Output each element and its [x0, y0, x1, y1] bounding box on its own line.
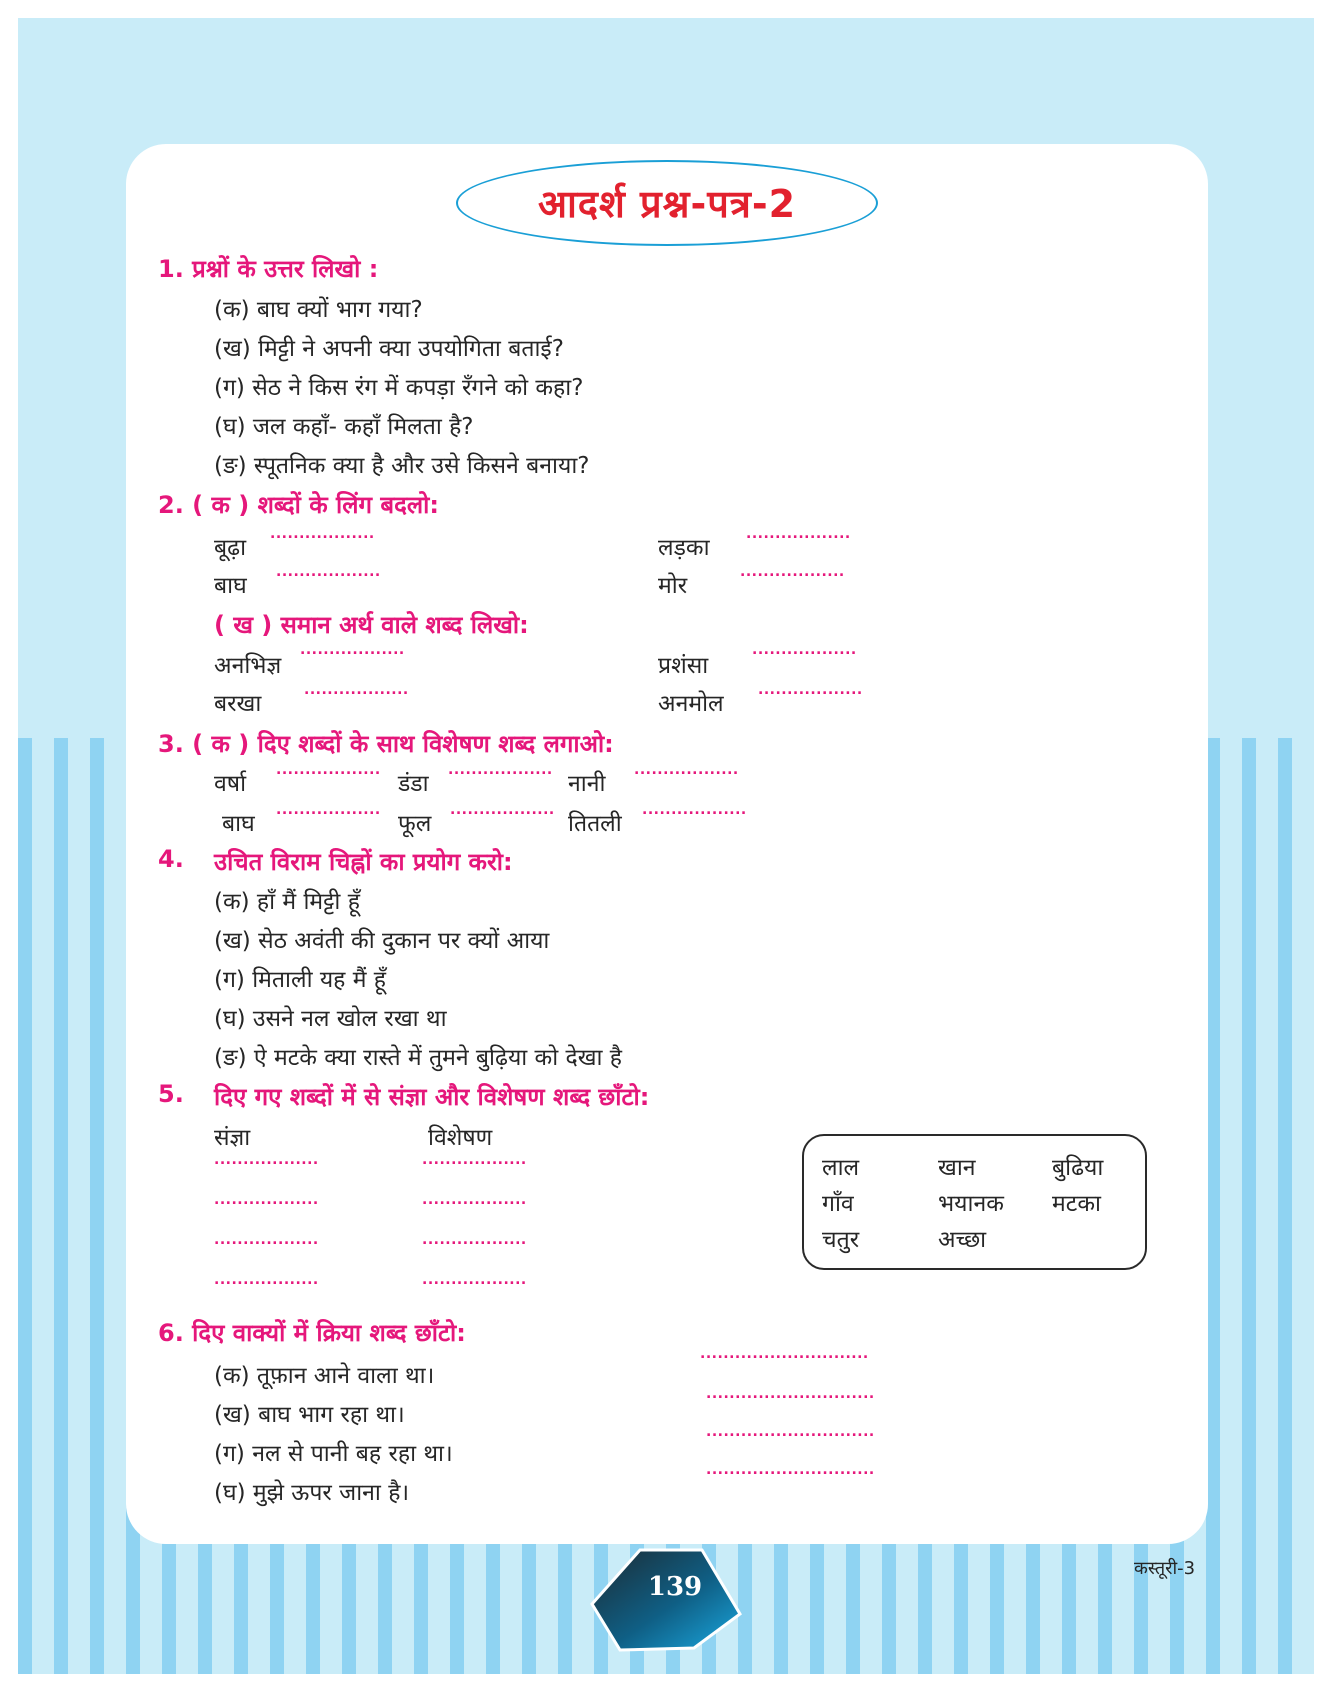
- q6-item: (ग) नल से पानी बह रहा था।: [214, 1441, 453, 1467]
- q4-item: (ग) मिताली यह मैं हूँ: [214, 967, 386, 993]
- answer-blank[interactable]: .............................: [700, 1346, 869, 1362]
- answer-blank[interactable]: ..................: [448, 762, 553, 778]
- answer-blank[interactable]: ..................: [214, 1272, 319, 1288]
- answer-blank[interactable]: ..................: [304, 682, 409, 698]
- q6-item: (ख) बाघ भाग रहा था।: [214, 1402, 405, 1428]
- q3-word: नानी: [568, 771, 606, 797]
- answer-blank[interactable]: ..................: [450, 802, 555, 818]
- answer-blank[interactable]: ..................: [276, 802, 381, 818]
- answer-blank[interactable]: ..................: [758, 682, 863, 698]
- q3-word: तितली: [568, 811, 622, 837]
- q3-word: फूल: [398, 811, 432, 837]
- q3-word: डंडा: [398, 771, 429, 797]
- answer-blank[interactable]: ..................: [642, 802, 747, 818]
- answer-blank[interactable]: ..................: [740, 564, 845, 580]
- answer-blank[interactable]: .............................: [706, 1386, 875, 1402]
- q2a-word: बाघ: [214, 573, 247, 599]
- q4-item: (ख) सेठ अवंती की दुकान पर क्यों आया: [214, 928, 550, 954]
- word-box-item: बुढिया: [1052, 1155, 1104, 1181]
- q2b-word: अनभिज्ञ: [214, 653, 282, 679]
- word-box-item: अच्छा: [938, 1227, 987, 1253]
- q2b-word: प्रशंसा: [658, 653, 709, 679]
- q4-number: 4.: [158, 845, 184, 873]
- answer-blank[interactable]: ..................: [214, 1232, 319, 1248]
- answer-blank[interactable]: ..................: [214, 1152, 319, 1168]
- q4-item: (घ) उसने नल खोल रखा था: [214, 1006, 447, 1032]
- q2a-word: मोर: [658, 573, 688, 599]
- page-title: आदर्श प्रश्न-पत्र-2: [537, 182, 797, 226]
- q1-item: (घ) जल कहाँ- कहाँ मिलता है?: [214, 414, 474, 440]
- q1-heading: 1. प्रश्नों के उत्तर लिखो :: [158, 255, 379, 283]
- answer-blank[interactable]: ..................: [746, 526, 851, 542]
- q2a-heading: 2. ( क ) शब्दों के लिंग बदलो:: [158, 491, 439, 519]
- answer-blank[interactable]: ..................: [422, 1192, 527, 1208]
- answer-blank[interactable]: ..................: [276, 564, 381, 580]
- word-box-item: खान: [938, 1155, 976, 1181]
- q1-item: (ङ) स्पूतनिक क्या है और उसे किसने बनाया?: [214, 453, 590, 479]
- q2b-heading: ( ख ) समान अर्थ वाले शब्द लिखो:: [214, 611, 529, 639]
- word-box-item: चतुर: [822, 1227, 860, 1253]
- q6-item: (घ) मुझे ऊपर जाना है।: [214, 1480, 410, 1506]
- page-number: 139: [647, 1572, 703, 1602]
- answer-blank[interactable]: ..................: [276, 762, 381, 778]
- answer-blank[interactable]: .............................: [706, 1424, 875, 1440]
- q5-number: 5.: [158, 1080, 184, 1108]
- answer-blank[interactable]: ..................: [270, 526, 375, 542]
- answer-blank[interactable]: ..................: [422, 1232, 527, 1248]
- q1-item: (क) बाघ क्यों भाग गया?: [214, 297, 423, 323]
- book-name: कस्तूरी-3: [1134, 1558, 1196, 1579]
- word-box-item: मटका: [1052, 1191, 1101, 1217]
- q3-word: वर्षा: [214, 771, 247, 797]
- word-box-item: गाँव: [822, 1191, 854, 1217]
- q6-item: (क) तूफ़ान आने वाला था।: [214, 1363, 435, 1389]
- answer-blank[interactable]: .............................: [706, 1462, 875, 1478]
- word-box-item: लाल: [822, 1155, 860, 1181]
- q5-heading: दिए गए शब्दों में से संज्ञा और विशेषण शब्द छाँटो:: [214, 1083, 650, 1111]
- q5-col-noun: संज्ञा: [214, 1125, 251, 1151]
- q6-heading: 6. दिए वाक्यों में क्रिया शब्द छाँटो:: [158, 1319, 466, 1347]
- answer-blank[interactable]: ..................: [214, 1192, 319, 1208]
- q2b-word: बरखा: [214, 691, 262, 717]
- answer-blank[interactable]: ..................: [752, 642, 857, 658]
- answer-blank[interactable]: ..................: [300, 642, 405, 658]
- answer-blank[interactable]: ..................: [634, 762, 739, 778]
- q4-item: (ङ) ऐ मटके क्या रास्ते में तुमने बुढ़िया को देखा है: [214, 1045, 622, 1071]
- q4-item: (क) हाँ मैं मिट्टी हूँ: [214, 889, 360, 915]
- answer-blank[interactable]: ..................: [422, 1272, 527, 1288]
- q3-heading: 3. ( क ) दिए शब्दों के साथ विशेषण शब्द लगाओ:: [158, 730, 614, 758]
- title-oval: [456, 160, 878, 246]
- word-box-item: भयानक: [938, 1191, 1004, 1217]
- q4-heading: उचित विराम चिह्नों का प्रयोग करो:: [214, 848, 513, 876]
- q5-col-adjective: विशेषण: [428, 1125, 493, 1151]
- q2a-word: बूढ़ा: [214, 535, 247, 561]
- q3-word: बाघ: [222, 811, 255, 837]
- q2b-word: अनमोल: [658, 691, 724, 717]
- q1-item: (ख) मिट्टी ने अपनी क्या उपयोगिता बताई?: [214, 336, 564, 362]
- answer-blank[interactable]: ..................: [422, 1152, 527, 1168]
- q1-item: (ग) सेठ ने किस रंग में कपड़ा रँगने को कहा?: [214, 375, 584, 401]
- q2a-word: लड़का: [658, 535, 710, 561]
